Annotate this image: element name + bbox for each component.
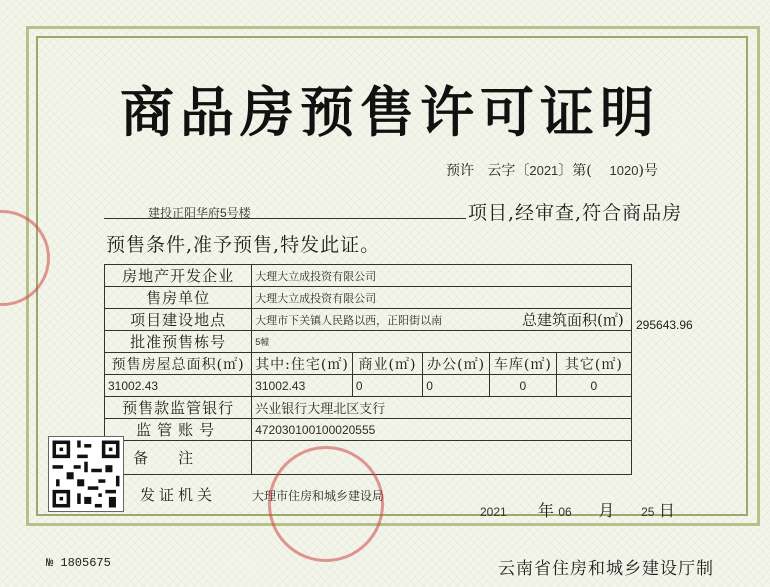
office-label: 办公(㎡) [423, 353, 490, 375]
buildings-label: 批准预售栋号 [105, 331, 252, 353]
certificate-title: 商品房预售许可证明 [120, 81, 660, 144]
permit-number: 预许 云字〔2021〕第( 1020)号 [446, 163, 658, 179]
location-value: 大理市下关镇人民路以西，正阳街以南 [252, 309, 632, 331]
presale-area-value: 31002.43 [105, 375, 252, 397]
other-value: 0 [556, 375, 631, 397]
date-day: 25 [641, 505, 655, 519]
table-row [105, 287, 632, 309]
official-seal-icon [268, 446, 384, 562]
permit-year: 2021 [529, 163, 559, 178]
permit-suffix: 号 [643, 163, 658, 179]
date-month: 06 [558, 505, 572, 519]
issuer-label: 发证机关 [140, 486, 217, 504]
location-label: 项目建设地点 [105, 309, 252, 331]
permit-num: 1020 [609, 163, 639, 178]
table-row [105, 419, 632, 441]
date-year: 2021 [480, 505, 507, 519]
date-day-unit: 日 [658, 501, 675, 520]
garage-label: 车库(㎡) [489, 353, 556, 375]
office-value: 0 [423, 375, 490, 397]
presale-area-label: 预售房屋总面积(㎡) [105, 353, 252, 375]
garage-value: 0 [489, 375, 556, 397]
table-row [105, 353, 632, 375]
residential-value: 31002.43 [252, 375, 353, 397]
qr-code-icon [48, 436, 124, 512]
table-row [105, 265, 632, 287]
remarks-label: 备注 [105, 441, 252, 475]
serial-number: № 1805675 [46, 556, 111, 570]
residential-label: 其中:住宅(㎡) [252, 353, 353, 375]
bank-label: 预售款监管银行 [105, 397, 252, 419]
project-name: 建投正阳华府5号楼 [148, 206, 251, 220]
buildings-value: 5幢 [252, 331, 632, 353]
other-label: 其它(㎡) [556, 353, 631, 375]
seller-label: 售房单位 [105, 287, 252, 309]
seller-value: 大理大立成投资有限公司 [252, 287, 632, 309]
issuing-department: 云南省住房和城乡建设厅制 [498, 559, 714, 579]
issue-date [480, 498, 675, 521]
commercial-label: 商业(㎡) [352, 353, 422, 375]
approval-text-2: 预售条件,准予预售,特发此证。 [106, 234, 381, 256]
account-label: 监管账号 [105, 419, 252, 441]
total-area-value: 295643.96 [636, 318, 693, 332]
account-value: 472030100100020555 [252, 419, 632, 441]
permit-region: 云字 [487, 163, 516, 179]
permit-prefix: 预许 [446, 163, 474, 179]
table-row [105, 375, 632, 397]
permit-mid: 第 [572, 163, 587, 179]
date-month-unit: 月 [598, 501, 615, 520]
developer-label: 房地产开发企业 [105, 265, 252, 287]
info-table [104, 264, 632, 475]
date-year-unit: 年 [537, 501, 554, 520]
total-area-label: 总建筑面积(㎡) [522, 311, 624, 329]
bank-value: 兴业银行大理北区支行 [252, 397, 632, 419]
project-underline [104, 218, 466, 219]
commercial-value: 0 [352, 375, 422, 397]
issuer-value: 大理市住房和城乡建设局 [252, 489, 385, 503]
approval-text-1: 项目,经审查,符合商品房 [468, 202, 683, 224]
developer-value: 大理大立成投资有限公司 [252, 265, 632, 287]
table-row [105, 397, 632, 419]
table-row [105, 331, 632, 353]
